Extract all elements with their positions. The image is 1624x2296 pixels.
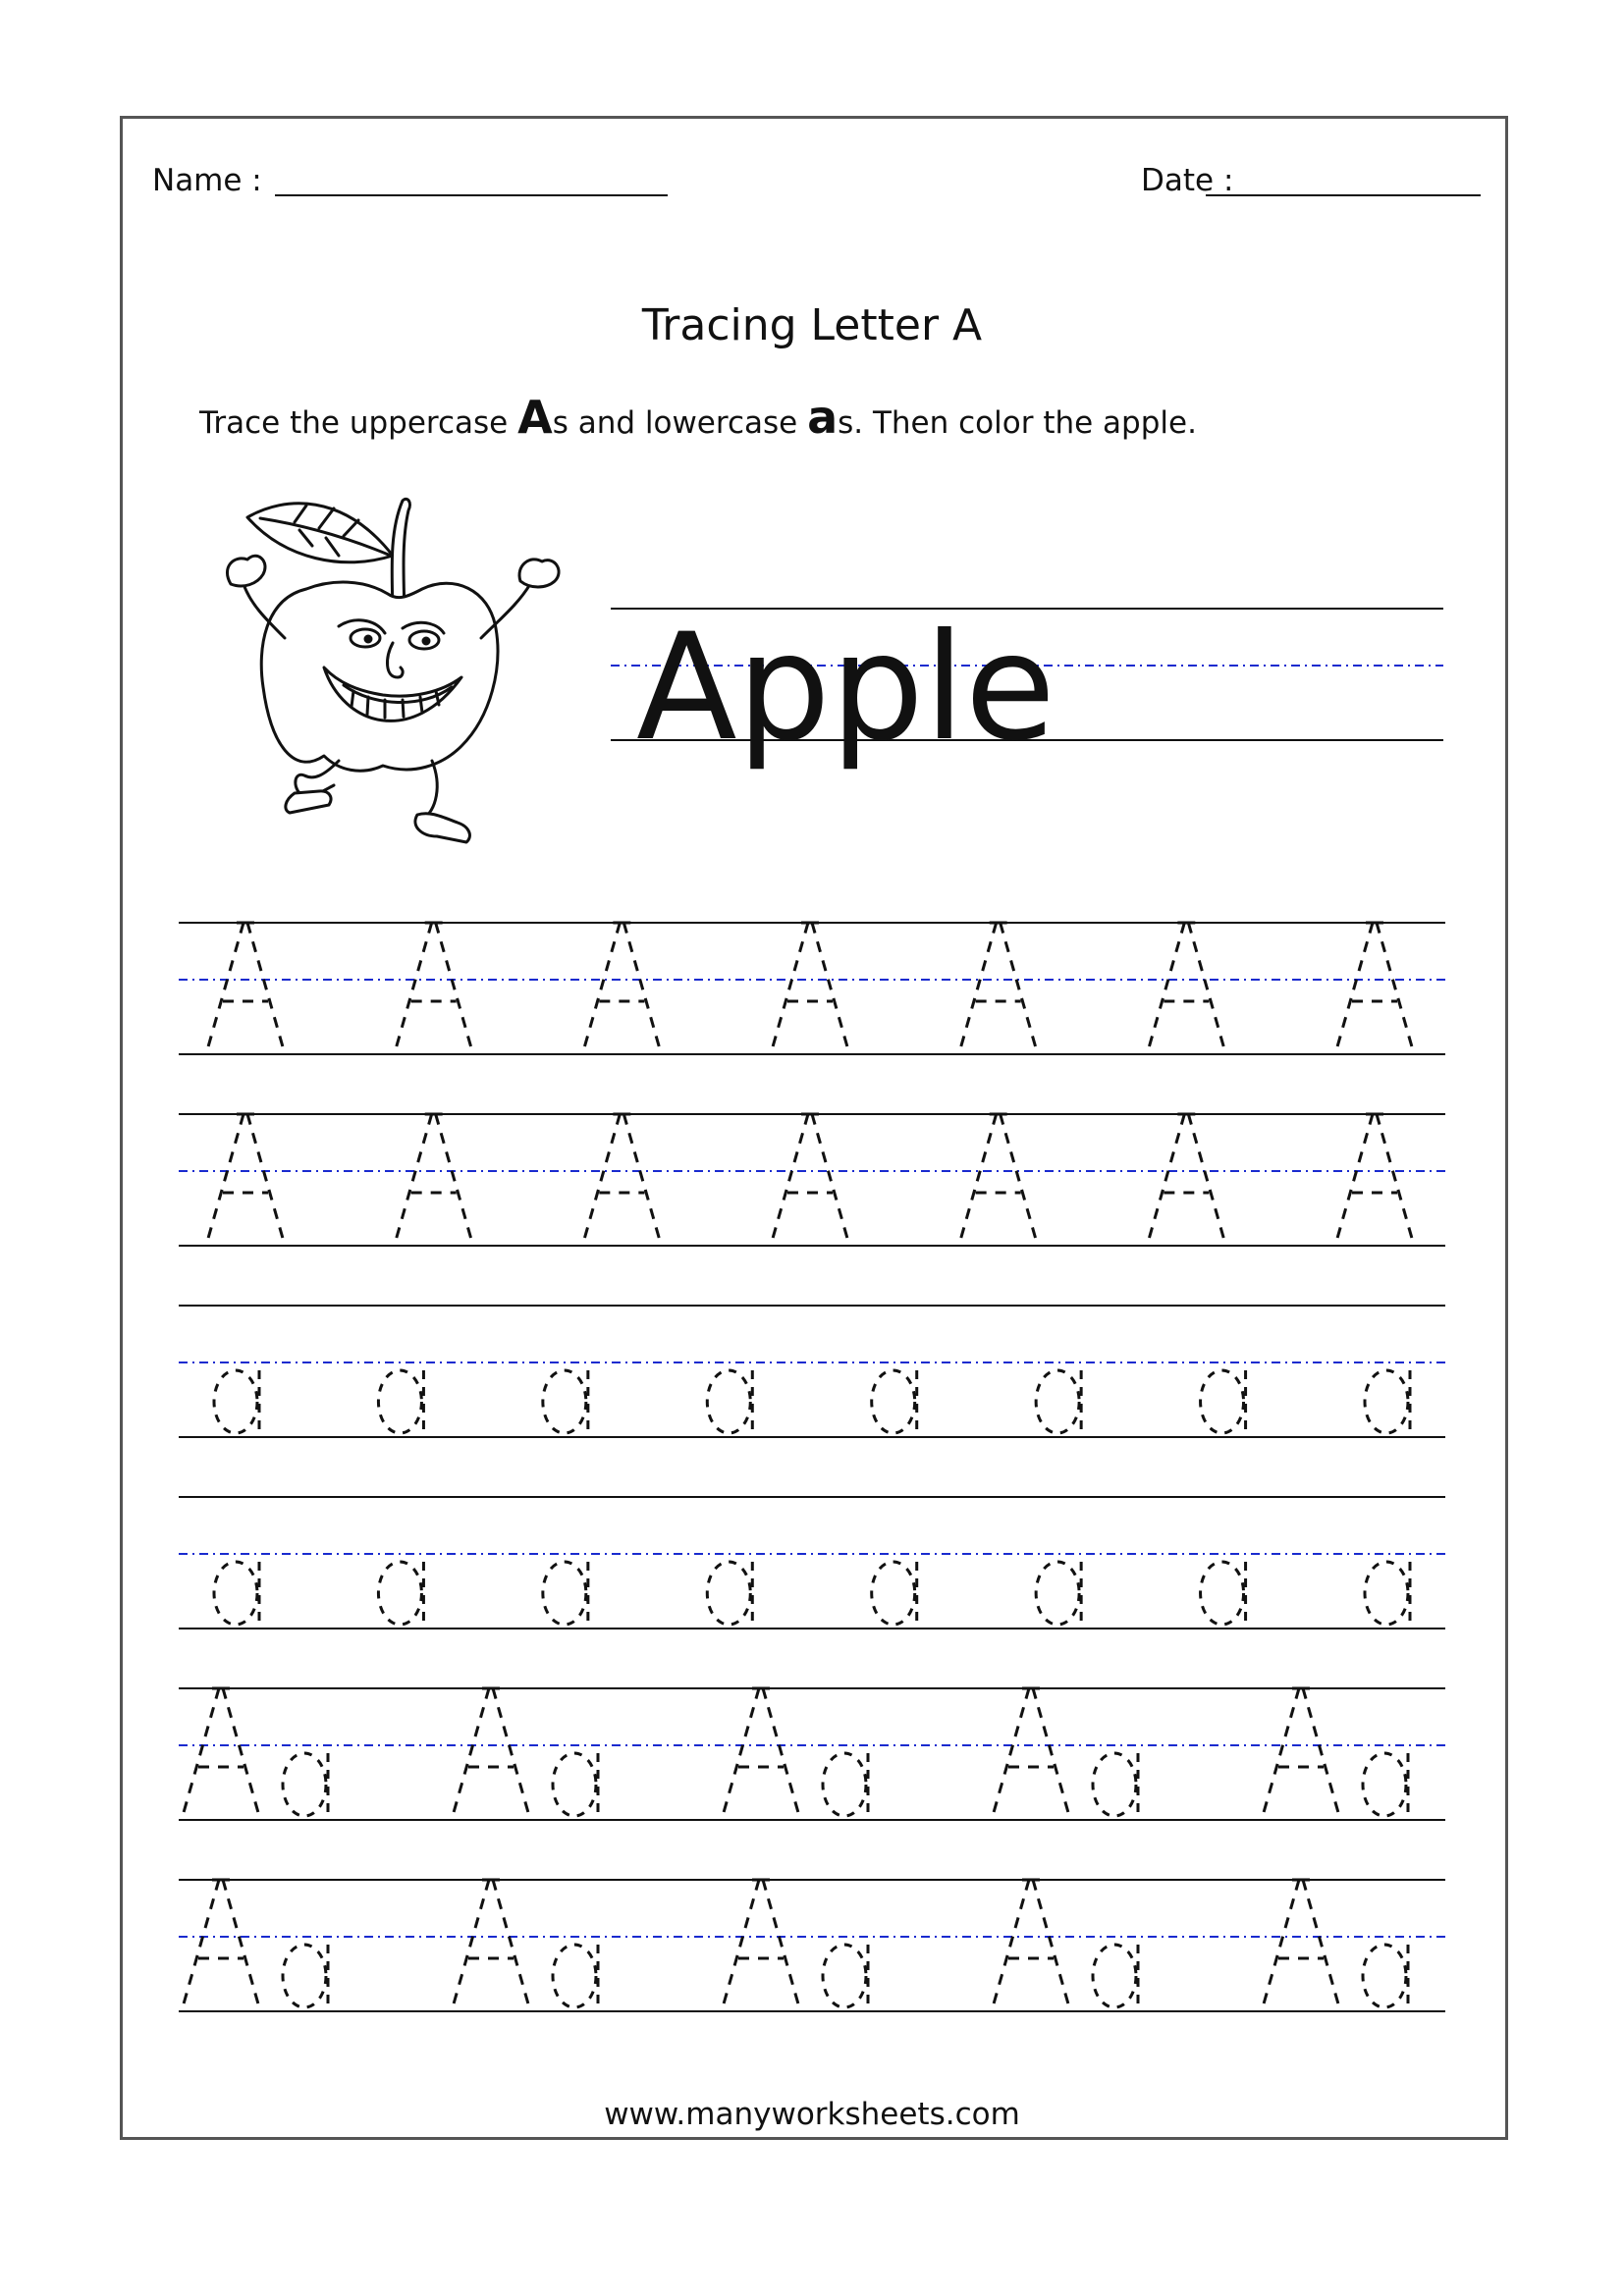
trace-letter-lowercase[interactable] [214,1562,259,1625]
name-label: Name : [152,163,262,198]
apple-character-icon [227,499,559,842]
trace-letter-uppercase[interactable] [183,1688,259,1816]
trace-letter-lowercase[interactable] [872,1562,917,1625]
trace-letter-uppercase[interactable] [583,1114,660,1242]
trace-letter-lowercase[interactable] [1036,1562,1081,1625]
trace-letter-uppercase[interactable] [1148,1114,1224,1242]
trace-letter-lowercase[interactable] [872,1370,917,1433]
trace-letter-uppercase[interactable] [453,1688,529,1816]
apple-word: Apple [636,603,1056,774]
instruction-middle: s and lowercase [552,405,808,441]
trace-letter-uppercase[interactable] [960,923,1037,1050]
page-title: Tracing Letter A [641,300,983,350]
trace-letter-lowercase[interactable] [1093,1945,1138,2007]
trace-letter-lowercase[interactable] [543,1562,588,1625]
trace-letter-lowercase[interactable] [283,1753,328,1816]
trace-letter-uppercase[interactable] [453,1880,529,2007]
instruction-upper: A [517,391,553,444]
trace-letter-uppercase[interactable] [723,1880,799,2007]
trace-letter-lowercase[interactable] [1363,1945,1408,2007]
instruction-prefix: Trace the uppercase [199,405,518,441]
tracing-row [179,1306,1445,1437]
tracing-row [179,1880,1445,2011]
trace-letter-lowercase[interactable] [707,1370,752,1433]
trace-letter-uppercase[interactable] [772,923,848,1050]
trace-letter-uppercase[interactable] [1263,1880,1339,2007]
trace-letter-lowercase[interactable] [378,1370,423,1433]
trace-letter-lowercase[interactable] [1365,1562,1410,1625]
trace-letter-uppercase[interactable] [1336,1114,1413,1242]
trace-letter-lowercase[interactable] [1201,1562,1246,1625]
trace-letter-uppercase[interactable] [1263,1688,1339,1816]
trace-letter-uppercase[interactable] [772,1114,848,1242]
trace-letter-lowercase[interactable] [378,1562,423,1625]
trace-letter-lowercase[interactable] [823,1753,868,1816]
trace-letter-uppercase[interactable] [1336,923,1413,1050]
trace-letter-uppercase[interactable] [993,1880,1069,2007]
trace-letter-uppercase[interactable] [207,1114,284,1242]
trace-letter-lowercase[interactable] [1363,1753,1408,1816]
tracing-row [179,923,1445,1054]
trace-letter-lowercase[interactable] [214,1370,259,1433]
trace-letter-lowercase[interactable] [1036,1370,1081,1433]
tracing-row [179,1114,1445,1246]
trace-letter-uppercase[interactable] [396,1114,472,1242]
trace-letter-lowercase[interactable] [553,1945,598,2007]
footer-website: www.manyworksheets.com [604,2097,1020,2132]
trace-letter-uppercase[interactable] [1148,923,1224,1050]
trace-letter-uppercase[interactable] [993,1688,1069,1816]
date-label: Date : [1141,163,1234,198]
trace-letter-uppercase[interactable] [723,1688,799,1816]
tracing-row [179,1688,1445,1820]
tracing-practice-area [179,923,1445,2011]
trace-letter-lowercase[interactable] [707,1562,752,1625]
trace-letter-uppercase[interactable] [183,1880,259,2007]
trace-letter-lowercase[interactable] [543,1370,588,1433]
instruction-lower: a [807,391,839,444]
trace-letter-lowercase[interactable] [1365,1370,1410,1433]
trace-letter-uppercase[interactable] [207,923,284,1050]
instruction-suffix: s. Then color the apple. [838,405,1197,441]
trace-letter-lowercase[interactable] [1093,1753,1138,1816]
trace-letter-lowercase[interactable] [553,1753,598,1816]
trace-letter-uppercase[interactable] [583,923,660,1050]
trace-letter-uppercase[interactable] [960,1114,1037,1242]
trace-letter-uppercase[interactable] [396,923,472,1050]
trace-letter-lowercase[interactable] [823,1945,868,2007]
tracing-row [179,1497,1445,1629]
trace-letter-lowercase[interactable] [1201,1370,1246,1433]
trace-letter-lowercase[interactable] [283,1945,328,2007]
